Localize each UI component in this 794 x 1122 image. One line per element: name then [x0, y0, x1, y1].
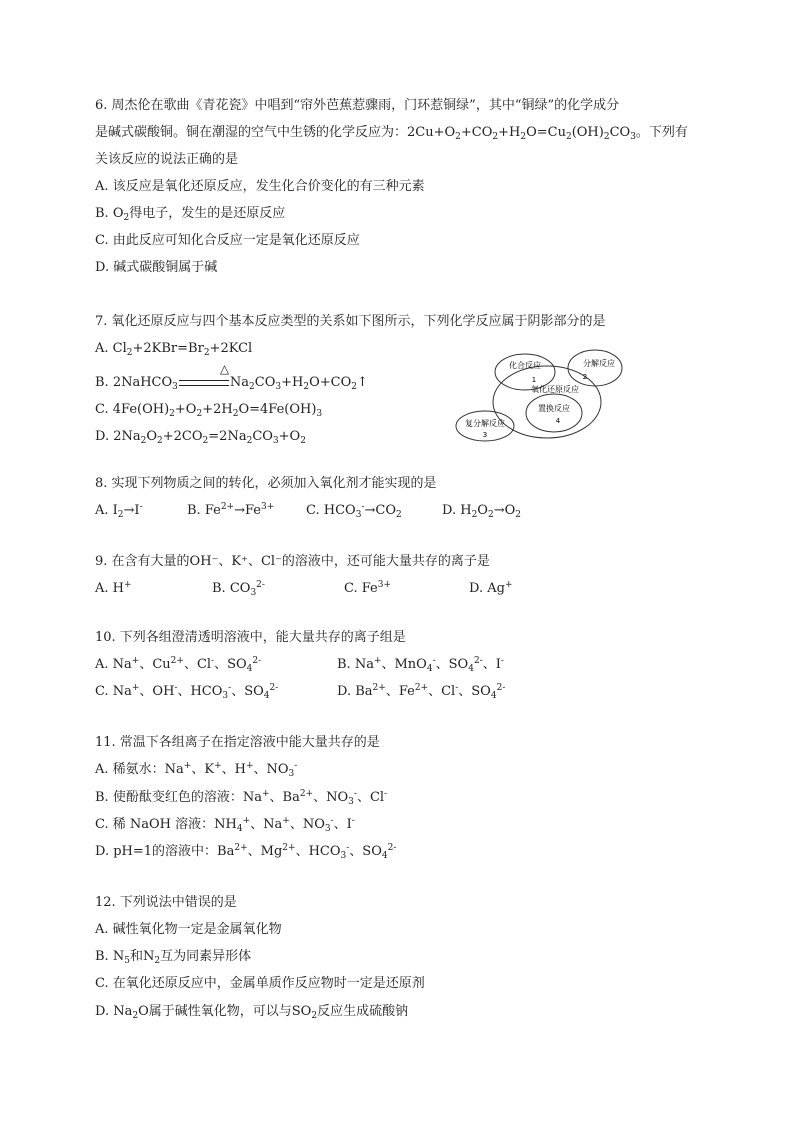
q6-stem-line1: 6. 周杰伦在歌曲《青花瓷》中唱到“帘外芭蕉惹骤雨，门环惹铜绿”，其中“铜绿”的化学成分 [95, 98, 620, 113]
q8-stem: 8. 实现下列物质之间的转化，必须加入氧化剂才能实现的是 [95, 476, 437, 491]
combination-num: 1 [531, 376, 537, 384]
q8-option-a: A. $I_2\to I^-$ [95, 502, 143, 520]
double-decomposition-num: 3 [482, 431, 488, 439]
q10-stem: 10. 下列各组澄清透明溶液中，能大量共存的离子组是 [95, 630, 406, 645]
combination-label: 化合反应 [509, 361, 541, 370]
q12-option-c: C. 在氧化还原反应中，金属单质作反应物时一定是还原剂 [95, 976, 425, 991]
displacement-label: 置换反应 [538, 404, 570, 413]
q7-option-b: B. 2NaHCO$_3$ △ $Na_2CO_3+H_2O+CO_2↑$ [95, 362, 368, 392]
q12-stem: 12. 下列说法中错误的是 [95, 895, 237, 910]
displacement-num: 4 [555, 417, 561, 425]
q8-option-b: B. $Fe^{2+}\to Fe^{3+}$ [187, 502, 275, 518]
q11-option-c: C. 稀 NaOH 溶液：$NH_4^+$、Na+、$NO_3^-$、I- [95, 816, 355, 834]
q11-stem: 11. 常温下各组离子在指定溶液中能大量共存的是 [95, 735, 380, 750]
double-decomposition-label: 复分解反应 [465, 419, 505, 428]
reaction-types-diagram [455, 345, 635, 445]
q7-stem: 7. 氧化还原反应与四个基本反应类型的关系如下图所示，下列化学反应属于阴影部分的是 [95, 314, 606, 329]
redox-label: 氧化还原反应 [531, 385, 579, 394]
q9-stem: 9. 在含有大量的OH⁻、K⁺、Cl⁻的溶液中，还可能大量共存的离子是 [95, 554, 490, 569]
q12-option-a: A. 碱性氧化物一定是金属氧化物 [95, 922, 282, 937]
q7-option-c: C. $4Fe(OH)_2+O_2+2H_2O=4Fe(OH)_3$ [95, 402, 323, 419]
q9-option-c: C. $Fe^{3+}$ [344, 580, 392, 596]
q8-option-c: C. $HCO_3^-\to CO_2$ [306, 502, 402, 520]
q10-option-a: A. Na+、$Cu^{2+}$、Cl-、$SO_4^{2-}$ [95, 656, 262, 674]
q9-option-d: D. Ag+ [469, 580, 513, 596]
decomposition-ellipse [568, 350, 622, 386]
q11-option-b: B. 使酚酞变红色的溶液：Na+、$Ba^{2+}$、$NO_3^-$、Cl- [95, 789, 388, 807]
q6-option-b: B. $O_2$得电子，发生的是还原反应 [95, 206, 286, 223]
q10-option-d: D. $Ba^{2+}$、$Fe^{2+}$、Cl-、$SO_4^{2-}$ [337, 683, 506, 701]
q7-option-a: A. $Cl_2+2KBr=Br_2+2KCl$ [95, 341, 253, 358]
q9-option-b: B. $CO_3^{2-}$ [212, 580, 265, 598]
q12-option-d: D. $Na_2O$属于碱性氧化物，可以与$SO_2$反应生成硫酸钠 [95, 1004, 409, 1021]
q6-stem-line2: 是碱式碳酸铜。铜在潮湿的空气中生锈的化学反应为：$2Cu+O_2+CO_2+H_2O=Cu_2(OH)_2CO_3$。下列有 [95, 125, 688, 142]
q11-option-a: A. 稀氨水：Na+、K+、H+、$NO_3^-$ [95, 761, 298, 779]
q7-option-d: D. $2Na_2O_2+2CO_2=2Na_2CO_3+O_2$ [95, 429, 306, 446]
q9-option-a: A. H+ [95, 580, 132, 596]
q12-option-b: B. $N_5$和$N_2$互为同素异形体 [95, 949, 252, 966]
heat-symbol: △ [219, 362, 230, 376]
q8-option-d: D. $H_2O_2\to O_2$ [442, 503, 521, 520]
q11-option-d: D. pH=1的溶液中：$Ba^{2+}$、$Mg^{2+}$、$HCO_3^-$、$SO_4^{2-}$ [95, 843, 397, 861]
decomposition-num: 2 [582, 373, 588, 381]
displacement-ellipse [526, 394, 582, 432]
q6-option-d: D. 碱式碳酸铜属于碱 [95, 260, 218, 275]
q6-option-c: C. 由此反应可知化合反应一定是氧化还原反应 [95, 233, 360, 248]
q6-option-a: A. 该反应是氧化还原反应，发生化合价变化的有三种元素 [95, 179, 425, 194]
decomposition-label: 分解反应 [583, 359, 615, 368]
q10-option-b: B. Na+、MnO$_4$-、$SO_4^{2-}$、I- [337, 656, 504, 674]
q10-option-c: C. Na+、OH-、$HCO_3^-$、$SO_4^{2-}$ [95, 683, 279, 701]
q6-stem-line3: 关该反应的说法正确的是 [95, 152, 239, 167]
